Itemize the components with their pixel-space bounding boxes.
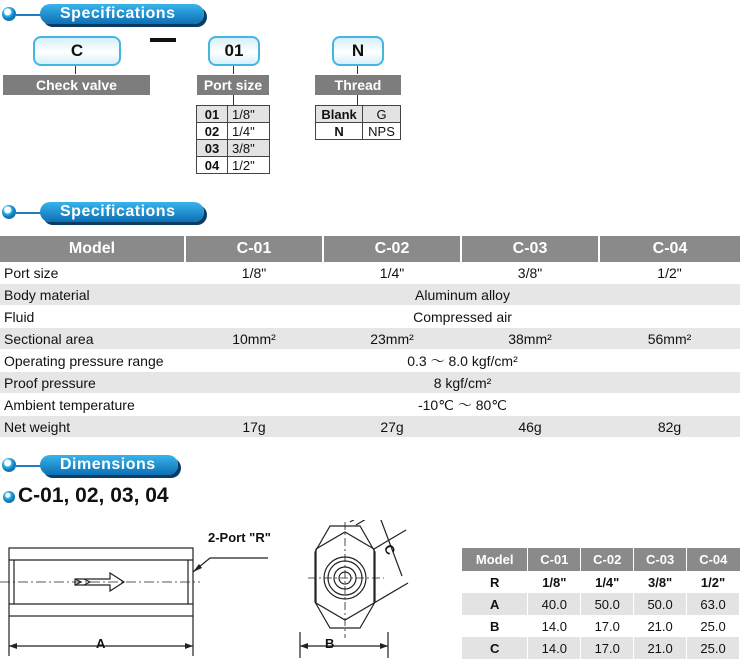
section-header-dimensions: [2, 455, 207, 477]
table-row: Sectional area 10mm² 23mm² 38mm² 56mm²: [0, 328, 740, 350]
end-view-drawing: [290, 520, 420, 660]
dimension-b-label: B: [325, 636, 335, 651]
dimension-c-label: C: [380, 541, 399, 558]
table-row: C 14.0 17.0 21.0 25.0: [462, 637, 740, 659]
thread-code-box: N: [332, 36, 384, 66]
table-row: R 1/8" 1/4" 3/8" 1/2": [462, 571, 740, 593]
port-code-box: 01: [208, 36, 260, 66]
bullet-icon: [3, 491, 15, 503]
specifications-table: Model C-01 C-02 C-03 C-04 Port size 1/8" 1/4" 3/8" 1/2" Body material Aluminum alloy Fluid Compressed air Sectional area 10mm² 23mm² 38mm² 56mm² Operating pressure range 0.3 ～ 8.0 kgf/cm² Proof pressure 8 kgf/cm² Ambient temperature -10℃ ～ 80℃ Net weight 17g 27g 46g 82g: [0, 236, 740, 438]
thread-options: Blank G N NPS: [315, 105, 401, 140]
section-header-specifications-2: [2, 202, 207, 224]
port-callout-label: 2-Port "R": [208, 530, 271, 545]
thread-label: Thread: [315, 75, 401, 95]
dimensions-table: Model C-01 C-02 C-03 C-04 R 1/8" 1/4" 3/8" 1/2" A 40.0 50.0 50.0 63.0 B 14.0 17.0 21.0 25.0 C 14.0 17.0 21.0 25.0: [462, 548, 740, 659]
dimension-a-label: A: [96, 636, 106, 651]
table-row: Operating pressure range 0.3 ～ 8.0 kgf/cm²: [0, 350, 740, 372]
table-row: Proof pressure 8 kgf/cm²: [0, 372, 740, 394]
table-row: Fluid Compressed air: [0, 306, 740, 328]
table-row: Net weight 17g 27g 46g 82g: [0, 416, 740, 438]
port-size-label: Port size: [197, 75, 269, 95]
bullet-icon: [2, 205, 16, 219]
separator-dash: [150, 38, 176, 42]
port-size-options: 01 1/8" 02 1/4" 03 3/8" 04 1/2": [196, 105, 270, 174]
section-title: Dimensions: [60, 456, 156, 473]
section-title: Specifications: [60, 5, 176, 22]
dimensions-title: C-01, 02, 03, 04: [18, 484, 169, 507]
section-header-specifications-1: [2, 4, 207, 26]
table-row: Port size 1/8" 1/4" 3/8" 1/2": [0, 262, 740, 284]
table-row: A 40.0 50.0 50.0 63.0: [462, 593, 740, 615]
bullet-icon: [2, 458, 16, 472]
section-title: Specifications: [60, 203, 176, 220]
model-label: Check valve: [3, 75, 150, 95]
table-row: Ambient temperature -10℃ ～ 80℃: [0, 394, 740, 416]
model-code-box: C: [33, 36, 121, 66]
table-row: B 14.0 17.0 21.0 25.0: [462, 615, 740, 637]
table-row: Body material Aluminum alloy: [0, 284, 740, 306]
bullet-icon: [2, 7, 16, 21]
